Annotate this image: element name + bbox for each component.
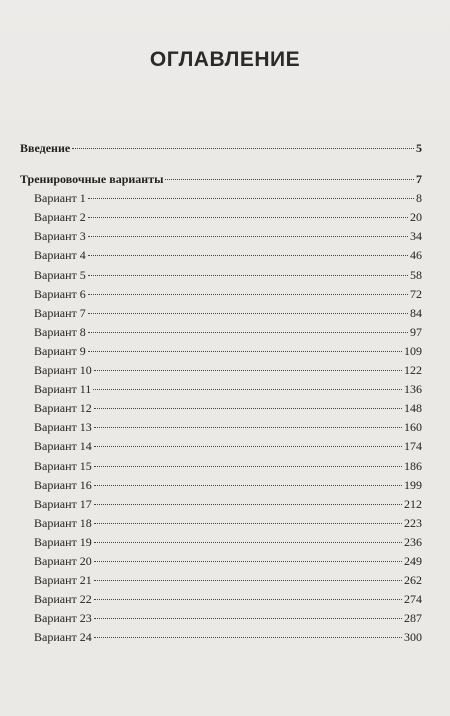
toc-entry-page-number: 199	[404, 477, 422, 492]
toc-variant-entry[interactable]	[20, 361, 422, 380]
toc-entry-page-number: 300	[404, 630, 422, 645]
table-of-contents	[20, 139, 422, 647]
toc-entry-label: Вариант 14	[34, 439, 92, 454]
toc-entry-label: Вариант 17	[34, 496, 92, 511]
toc-entry-label: Вариант 21	[34, 573, 92, 588]
toc-entry-page-number: 136	[404, 382, 422, 397]
toc-entry-label: Вариант 8	[34, 324, 86, 339]
toc-entry-label: Вариант 22	[34, 592, 92, 607]
toc-entry-page-number: 223	[404, 515, 422, 530]
toc-entry-page-number: 274	[404, 592, 422, 607]
dot-leader	[94, 407, 402, 409]
toc-entry-page-number: 109	[404, 343, 422, 358]
toc-entry-page-number: 97	[410, 324, 422, 339]
toc-entry-label: Вариант 13	[34, 420, 92, 435]
dot-leader	[94, 560, 402, 562]
toc-entry-label: Введение	[20, 141, 71, 155]
toc-variant-entry[interactable]	[20, 380, 422, 399]
toc-entry-label: Вариант 10	[34, 363, 92, 378]
toc-variant-entry[interactable]	[20, 323, 422, 342]
toc-entry-label: Вариант 19	[34, 534, 92, 549]
toc-entry-page-number: 262	[404, 573, 422, 588]
toc-variant-entry[interactable]	[20, 495, 422, 514]
dot-leader	[94, 617, 402, 619]
toc-variant-entry[interactable]	[20, 342, 422, 361]
toc-section-entry[interactable]	[20, 139, 422, 158]
toc-variant-entry[interactable]	[20, 437, 422, 456]
toc-entry-label: Вариант 16	[34, 477, 92, 492]
dot-leader	[72, 147, 414, 149]
toc-entry-page-number: 20	[410, 210, 422, 225]
dot-leader	[94, 484, 402, 486]
toc-entry-page-number: 84	[410, 305, 422, 320]
toc-entry-label: Вариант 6	[34, 286, 86, 301]
dot-leader	[88, 274, 408, 276]
dot-leader	[88, 293, 408, 295]
toc-variant-entry[interactable]	[20, 189, 422, 208]
toc-entry-page-number: 249	[404, 553, 422, 568]
dot-leader	[165, 178, 414, 180]
toc-variant-entry[interactable]	[20, 457, 422, 476]
toc-entry-label: Вариант 7	[34, 305, 86, 320]
toc-variant-entry[interactable]	[20, 571, 422, 590]
toc-variant-entry[interactable]	[20, 399, 422, 418]
toc-variant-entry[interactable]	[20, 590, 422, 609]
dot-leader	[94, 465, 402, 467]
toc-entry-label: Вариант 18	[34, 515, 92, 530]
toc-entry-label: Вариант 15	[34, 458, 92, 473]
show-through-background	[0, 0, 450, 150]
toc-entry-page-number: 236	[404, 534, 422, 549]
toc-entry-page-number: 186	[404, 458, 422, 473]
dot-leader	[94, 598, 402, 600]
toc-entry-label: Вариант 20	[34, 553, 92, 568]
toc-entry-page-number: 34	[410, 229, 422, 244]
toc-variant-entry[interactable]	[20, 208, 422, 227]
dot-leader	[94, 445, 402, 447]
dot-leader	[94, 579, 402, 581]
dot-leader	[94, 426, 402, 428]
toc-entry-page-number: 8	[416, 191, 422, 206]
toc-entry-page-number: 5	[416, 141, 422, 155]
toc-entry-page-number: 58	[410, 267, 422, 282]
toc-variant-entry[interactable]	[20, 227, 422, 246]
toc-entry-page-number: 72	[410, 286, 422, 301]
page-title: ОГЛАВЛЕНИЕ	[149, 48, 301, 71]
toc-entry-label: Тренировочные варианты	[20, 172, 164, 187]
dot-leader	[88, 331, 408, 333]
toc-section-entry[interactable]	[20, 170, 422, 189]
toc-entry-page-number: 174	[404, 439, 422, 454]
toc-entry-label: Вариант 9	[34, 343, 86, 358]
toc-variant-entry[interactable]	[20, 476, 422, 495]
dot-leader	[88, 312, 408, 314]
toc-entry-page-number: 287	[404, 611, 422, 626]
toc-variant-entry[interactable]	[20, 552, 422, 571]
toc-variant-entry[interactable]	[20, 246, 422, 265]
toc-variant-entry[interactable]	[20, 304, 422, 323]
toc-variant-entry[interactable]	[20, 628, 422, 647]
toc-entry-label: Вариант 5	[34, 267, 86, 282]
toc-entry-page-number: 160	[404, 420, 422, 435]
dot-leader	[94, 369, 402, 371]
toc-entry-label: Вариант 11	[34, 382, 92, 397]
toc-variant-entry[interactable]	[20, 266, 422, 285]
dot-leader	[94, 541, 402, 543]
toc-variant-entry[interactable]	[20, 533, 422, 552]
dot-leader	[93, 388, 402, 390]
dot-leader	[88, 350, 402, 352]
toc-entry-page-number: 7	[416, 172, 422, 187]
toc-entry-page-number: 46	[410, 248, 422, 263]
dot-leader	[88, 254, 408, 256]
toc-entry-page-number: 148	[404, 401, 422, 416]
toc-entry-page-number: 122	[404, 363, 422, 378]
dot-leader	[94, 522, 402, 524]
toc-entry-label: Вариант 24	[34, 630, 92, 645]
dot-leader	[88, 216, 408, 218]
toc-entry-label: Вариант 2	[34, 210, 86, 225]
toc-entry-label: Вариант 23	[34, 611, 92, 626]
toc-entry-label: Вариант 1	[34, 191, 86, 206]
dot-leader	[94, 503, 402, 505]
dot-leader	[94, 636, 402, 638]
dot-leader	[88, 235, 408, 237]
toc-variant-entry[interactable]	[20, 285, 422, 304]
dot-leader	[88, 197, 414, 199]
toc-entry-label: Вариант 4	[34, 248, 86, 263]
toc-variant-entry[interactable]	[20, 418, 422, 437]
section-spacer	[20, 158, 422, 170]
toc-entry-page-number: 212	[404, 496, 422, 511]
toc-variant-entry[interactable]	[20, 514, 422, 533]
toc-variant-entry[interactable]	[20, 609, 422, 628]
toc-entry-label: Вариант 3	[34, 229, 86, 244]
toc-entry-label: Вариант 12	[34, 401, 92, 416]
